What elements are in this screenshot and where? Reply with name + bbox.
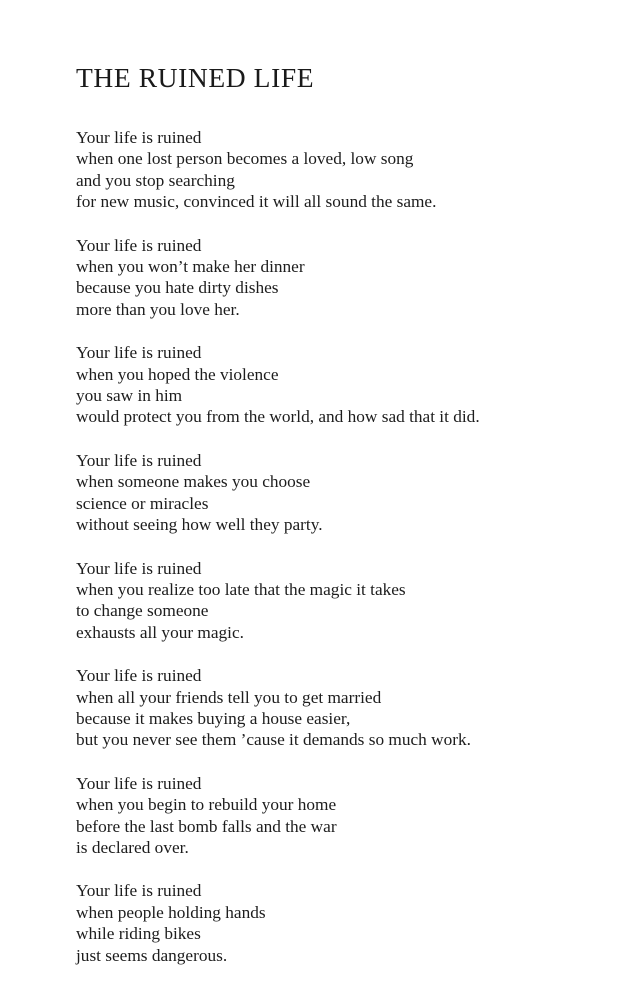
poem-line: and you stop searching (76, 170, 235, 190)
stanza (76, 342, 606, 428)
poem-line: when one lost person becomes a loved, low song (76, 149, 414, 169)
poem-line: before the last bomb falls and the war (76, 816, 337, 836)
poem-line: more than you love her. (76, 299, 240, 319)
stanza (76, 773, 606, 859)
poem-line: because it makes buying a house easier, (76, 708, 351, 728)
poem-line: Your life is ruined (76, 558, 202, 578)
poem-line: while riding bikes (76, 924, 201, 944)
stanza (76, 665, 606, 751)
poem-line: Your life is ruined (76, 235, 202, 255)
poem-line: science or miracles (76, 493, 209, 513)
poem-line: because you hate dirty dishes (76, 278, 279, 298)
poem-line: just seems dangerous. (76, 945, 228, 965)
poem-line: Your life is ruined (76, 773, 202, 793)
poem-line: when you begin to rebuild your home (76, 795, 337, 815)
poem-line: Your life is ruined (76, 881, 202, 901)
poem-line: Your life is ruined (76, 343, 202, 363)
poem-line: when you realize too late that the magic it takes (76, 579, 406, 599)
poem-line: when you won’t make her dinner (76, 257, 305, 277)
poem-page (76, 58, 606, 988)
poem-line: to change someone (76, 601, 209, 621)
stanza (76, 450, 606, 536)
stanza (76, 235, 606, 321)
poem-line: when someone makes you choose (76, 472, 311, 492)
stanza (76, 558, 606, 644)
poem-line: but you never see them ’cause it demands so much work. (76, 730, 471, 750)
poem-title: THE RUINED LIFE (76, 62, 315, 93)
poem-line: Your life is ruined (76, 666, 202, 686)
stanza (76, 127, 606, 213)
poem-line: for new music, convinced it will all sound the same. (76, 192, 437, 212)
poem-line: when people holding hands (76, 902, 266, 922)
poem-line: is declared over. (76, 837, 189, 857)
poem-line: Your life is ruined (76, 128, 202, 147)
poem-body (76, 127, 606, 966)
poem-line: you saw in him (76, 386, 183, 406)
poem-line: when all your friends tell you to get married (76, 687, 382, 707)
stanza (76, 880, 606, 966)
poem-line: exhausts all your magic. (76, 622, 244, 642)
poem-line: would protect you from the world, and how sad that it did. (76, 407, 480, 427)
poem-line: when you hoped the violence (76, 364, 279, 384)
poem-line: Your life is ruined (76, 450, 202, 470)
poem-line: without seeing how well they party. (76, 515, 323, 535)
